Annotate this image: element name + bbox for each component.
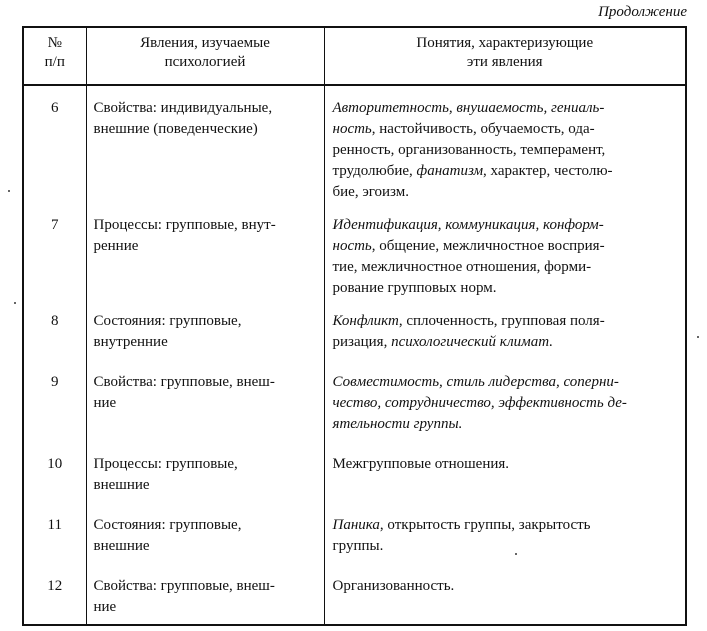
- table-row: [23, 360, 686, 442]
- header-phenomena-line: психологией: [164, 54, 246, 70]
- header-number-line: №: [47, 35, 62, 51]
- table-row: [23, 299, 686, 360]
- concepts-line: [333, 372, 680, 393]
- concept-text: Организованность.: [332, 578, 455, 594]
- concept-term-italic: Паника: [332, 517, 380, 533]
- phenomenon-cell: [86, 442, 324, 503]
- header-phenomena: [86, 27, 324, 85]
- header-concepts-line: эти явления: [466, 54, 543, 70]
- phenomenon-line: Свойства: групповые, внеш-: [93, 374, 275, 390]
- concept-text: , общение, межличностное восприя-: [371, 238, 605, 254]
- concepts-line: [333, 257, 680, 278]
- table-row: [23, 564, 686, 625]
- concepts-line: [333, 278, 680, 299]
- phenomenon-line: внутренние: [93, 334, 168, 350]
- phenomenon-cell: [86, 503, 324, 564]
- phenomenon-line: Состояния: групповые,: [93, 313, 242, 329]
- concept-term-italic: ность: [332, 238, 372, 254]
- concepts-cell: [324, 503, 686, 564]
- concept-text: тие, межличностное отношения, форми-: [332, 259, 592, 275]
- row-number: 6: [23, 85, 86, 203]
- concepts-cell: [324, 203, 686, 299]
- phenomenon-cell: [86, 203, 324, 299]
- phenomenon-line: Свойства: групповые, внеш-: [93, 578, 275, 594]
- row-number: 7: [23, 203, 86, 299]
- row-number: 8: [23, 299, 86, 360]
- concepts-line: [333, 215, 680, 236]
- row-number: 12: [23, 564, 86, 625]
- concepts-line: [333, 332, 680, 353]
- phenomenon-line: ние: [93, 395, 117, 411]
- concepts-line: [333, 454, 680, 475]
- concept-text: , сплоченность, групповая поля-: [398, 313, 605, 329]
- concepts-line: [333, 182, 680, 203]
- concept-text: , открытость группы, закрытость: [379, 517, 591, 533]
- concept-text: , характер, честолю-: [483, 163, 613, 179]
- concept-term-italic: фанатизм: [416, 163, 484, 179]
- table-row: [23, 503, 686, 564]
- concept-term-italic: Конфликт: [332, 313, 399, 329]
- scan-speck: [8, 190, 10, 192]
- concepts-line: [333, 393, 680, 414]
- concepts-line: [333, 140, 680, 161]
- phenomenon-line: внешние (поведенческие): [93, 121, 258, 137]
- concept-term-italic: Идентификация, коммуникация, конформ-: [332, 217, 604, 233]
- table-row: [23, 203, 686, 299]
- concepts-cell: [324, 299, 686, 360]
- concept-text: Межгрупповые отношения.: [332, 456, 510, 472]
- concept-term-italic: ность: [332, 121, 372, 137]
- concept-text: рование групповых норм.: [332, 280, 497, 296]
- concept-term-italic: Авторитетность, внушаемость, гениаль-: [332, 100, 605, 116]
- concepts-line: [333, 236, 680, 257]
- concept-text: бие, эгоизм.: [332, 184, 410, 200]
- phenomenon-line: ренние: [93, 238, 139, 254]
- concepts-line: [333, 119, 680, 140]
- concept-text: , настойчивость, обучаемость, ода-: [371, 121, 595, 137]
- scan-speck: [515, 553, 517, 555]
- concepts-line: [333, 414, 680, 435]
- concepts-cell: [324, 85, 686, 203]
- psychology-phenomena-table: [22, 26, 687, 626]
- header-phenomena-line: Явления, изучаемые: [140, 35, 270, 51]
- concept-text: ренность, организованность, темперамент,: [332, 142, 606, 158]
- phenomenon-line: ние: [93, 599, 117, 615]
- concept-term-italic: Совместимость, стиль лидерства, соперни-: [332, 374, 619, 390]
- concept-text: трудолюбие,: [332, 163, 417, 179]
- header-concepts-line: Понятия, характеризующие: [416, 35, 594, 51]
- table-row: [23, 85, 686, 203]
- phenomenon-line: внешние: [93, 538, 150, 554]
- concepts-cell: [324, 360, 686, 442]
- phenomenon-cell: [86, 85, 324, 203]
- concepts-cell: [324, 564, 686, 625]
- concepts-line: [333, 515, 680, 536]
- scan-speck: [14, 302, 16, 304]
- concept-text: группы.: [332, 538, 384, 554]
- header-number-line: п/п: [44, 54, 65, 70]
- concept-term-italic: психологический климат.: [391, 334, 553, 350]
- concepts-line: [333, 536, 680, 557]
- concepts-line: [333, 161, 680, 182]
- phenomenon-line: Свойства: индивидуальные,: [93, 100, 273, 116]
- continuation-caption: Продолжение: [598, 4, 687, 20]
- phenomenon-line: Процессы: групповые,: [93, 456, 238, 472]
- row-number: 9: [23, 360, 86, 442]
- row-number: 10: [23, 442, 86, 503]
- table-header-row: [23, 27, 686, 85]
- concepts-line: [333, 311, 680, 332]
- concepts-line: [333, 576, 680, 597]
- concepts-line: [333, 98, 680, 119]
- header-concepts: [324, 27, 686, 85]
- concept-text: ризация,: [332, 334, 392, 350]
- concepts-cell: [324, 442, 686, 503]
- phenomenon-cell: [86, 299, 324, 360]
- phenomenon-line: Процессы: групповые, внут-: [93, 217, 276, 233]
- phenomenon-cell: [86, 564, 324, 625]
- phenomenon-line: внешние: [93, 477, 150, 493]
- scan-speck: [697, 336, 699, 338]
- table-row: [23, 442, 686, 503]
- row-number: 11: [23, 503, 86, 564]
- phenomenon-cell: [86, 360, 324, 442]
- concept-term-italic: ятельности группы.: [332, 416, 463, 432]
- header-number: [23, 27, 86, 85]
- phenomenon-line: Состояния: групповые,: [93, 517, 242, 533]
- concept-term-italic: чество, сотрудничество, эффективность де-: [332, 395, 627, 411]
